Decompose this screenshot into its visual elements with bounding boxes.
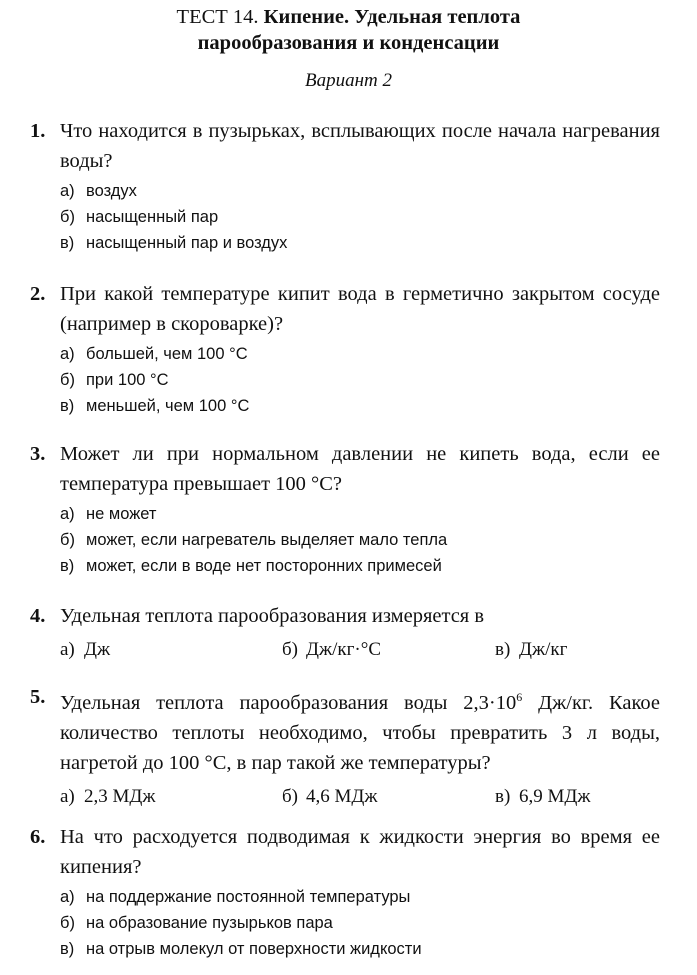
option-c[interactable]: в) на отрыв молекул от поверхности жидкости — [60, 940, 422, 958]
question-number: 1. — [30, 120, 46, 142]
question-4 — [30, 601, 660, 663]
option-c[interactable]: в) 6,9 МДж — [495, 785, 591, 807]
question-text: На что расходуется подводимая к жидкости энергия во время ее кипения? — [60, 826, 660, 878]
question-3 — [30, 439, 660, 579]
option-b[interactable]: б) при 100 °С — [60, 371, 169, 389]
options-list — [60, 501, 660, 579]
options-row — [60, 784, 660, 810]
question-5 — [30, 682, 660, 810]
option-a[interactable]: а) на поддержание постоянной температуры — [60, 888, 411, 906]
option-b[interactable]: б) на образование пузырьков пара — [60, 914, 333, 932]
question-1 — [30, 116, 660, 256]
page-title — [0, 4, 697, 56]
question-text: Удельная теплота парообразования измеряется в — [60, 605, 485, 627]
option-a[interactable]: а) не может — [60, 505, 157, 523]
options-row — [60, 637, 660, 663]
title-line-2: парообразования и конденсации — [197, 32, 500, 54]
option-c[interactable]: в) Дж/кг — [495, 639, 568, 660]
question-number: 2. — [30, 283, 46, 305]
question-number: 5. — [30, 686, 46, 708]
question-text: При какой температуре кипит вода в герметично закрытом сосуде (например в скороварке)? — [60, 283, 660, 335]
option-b[interactable]: б) может, если нагреватель выделяет мало тепла — [60, 531, 448, 549]
options-list — [60, 341, 660, 419]
test-number: ТЕСТ 14. — [176, 6, 259, 28]
question-text: Удельная теплота парообразования воды $2,3\cdot 10^6$ Дж/кг. Какое количество теплоты необходимо, чтобы превратить 3 л воды, нагретой до 100 °С, в пар такой же температуры? — [60, 690, 660, 774]
option-c[interactable]: в) насыщенный пар и воздух — [60, 234, 288, 252]
question-6 — [30, 822, 660, 962]
options-list — [60, 884, 660, 962]
question-number: 6. — [30, 826, 46, 848]
option-a[interactable]: а) большей, чем 100 °С — [60, 345, 248, 363]
option-a[interactable]: а) Дж — [60, 639, 111, 660]
question-text: Что находится в пузырьках, всплывающих после начала нагревания воды? — [60, 120, 660, 172]
title-line-1: Кипение. Удельная теплота — [263, 6, 521, 28]
option-b[interactable]: б) насыщенный пар — [60, 208, 219, 226]
option-c[interactable]: в) может, если в воде нет посторонних примесей — [60, 557, 442, 575]
option-b[interactable]: б) Дж/кг·°С — [282, 639, 381, 660]
question-number: 4. — [30, 605, 46, 627]
option-a[interactable]: а) 2,3 МДж — [60, 785, 156, 807]
option-c[interactable]: в) меньшей, чем 100 °С — [60, 397, 250, 415]
question-text: Может ли при нормальном давлении не кипеть вода, если ее температура превышает 100 °С? — [60, 443, 660, 495]
option-a[interactable]: а) воздух — [60, 182, 137, 200]
variant-label: Вариант 2 — [304, 70, 392, 91]
options-list — [60, 178, 660, 256]
question-number: 3. — [30, 443, 46, 465]
question-2 — [30, 279, 660, 419]
option-b[interactable]: б) 4,6 МДж — [282, 785, 378, 807]
